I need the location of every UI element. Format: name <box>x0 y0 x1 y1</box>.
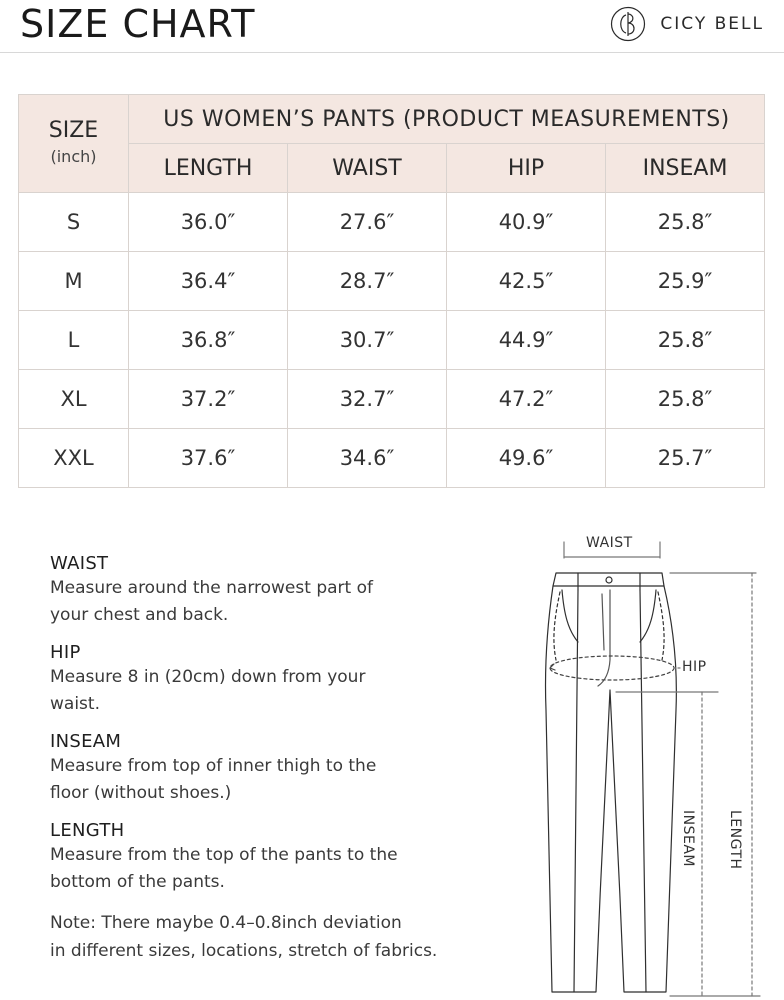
pants-illustration-icon <box>520 530 784 1000</box>
note-line: Note: There maybe 0.4–0.8inch deviation <box>50 913 402 933</box>
length-cell: 36.8″ <box>129 311 288 370</box>
hip-cell: 42.5″ <box>447 252 606 311</box>
instruction-line: Measure from top of inner thigh to the <box>50 756 377 776</box>
instruction-heading: LENGTH <box>50 820 125 841</box>
unit-label: (inch) <box>50 146 97 166</box>
size-column-header <box>19 95 129 193</box>
table-row <box>19 193 765 252</box>
diagram-inseam-label: INSEAM <box>680 810 696 867</box>
deviation-note <box>50 909 490 965</box>
size-cell: M <box>19 252 129 311</box>
table-row <box>19 252 765 311</box>
inseam-cell: 25.7″ <box>606 429 765 488</box>
instruction-line: your chest and back. <box>50 605 229 625</box>
hip-cell: 49.6″ <box>447 429 606 488</box>
waist-instruction <box>50 553 490 629</box>
length-instruction <box>50 820 490 896</box>
size-cell: L <box>19 311 129 370</box>
length-cell: 36.0″ <box>129 193 288 252</box>
note-line: in different sizes, locations, stretch of fabrics. <box>50 941 438 961</box>
instruction-line: floor (without shoes.) <box>50 783 232 803</box>
inseam-cell: 25.8″ <box>606 193 765 252</box>
instruction-line: Measure around the narrowest part of <box>50 578 373 598</box>
size-chart-table <box>18 94 765 488</box>
table-row <box>19 370 765 429</box>
pants-measurement-diagram <box>520 530 784 1000</box>
brand-name: CICY BELL <box>660 14 764 34</box>
instruction-heading: WAIST <box>50 553 109 574</box>
waist-cell: 32.7″ <box>288 370 447 429</box>
diagram-waist-label: WAIST <box>586 535 633 551</box>
waist-cell: 30.7″ <box>288 311 447 370</box>
page-title: SIZE CHART <box>20 2 256 46</box>
instruction-line: Measure 8 in (20cm) down from your <box>50 667 366 687</box>
size-cell: XL <box>19 370 129 429</box>
inseam-instruction <box>50 731 490 807</box>
instruction-line: Measure from the top of the pants to the <box>50 845 398 865</box>
length-cell: 36.4″ <box>129 252 288 311</box>
column-header-length: LENGTH <box>129 144 288 193</box>
hip-instruction <box>50 642 490 718</box>
measurement-instructions <box>50 553 490 965</box>
hip-cell: 40.9″ <box>447 193 606 252</box>
diagram-hip-label: HIP <box>682 659 707 675</box>
waist-cell: 28.7″ <box>288 252 447 311</box>
brand-logo-icon <box>610 6 646 42</box>
instruction-line: waist. <box>50 694 100 714</box>
instruction-heading: HIP <box>50 642 81 663</box>
hip-cell: 47.2″ <box>447 370 606 429</box>
inseam-cell: 25.8″ <box>606 370 765 429</box>
diagram-length-label: LENGTH <box>727 810 743 870</box>
brand <box>610 6 764 42</box>
column-header-waist: WAIST <box>288 144 447 193</box>
size-cell: S <box>19 193 129 252</box>
length-cell: 37.2″ <box>129 370 288 429</box>
inseam-cell: 25.9″ <box>606 252 765 311</box>
group-title: US WOMEN’S PANTS (PRODUCT MEASUREMENTS) <box>129 95 765 144</box>
size-label: SIZE <box>48 117 99 143</box>
size-cell: XXL <box>19 429 129 488</box>
table-row <box>19 429 765 488</box>
waist-cell: 27.6″ <box>288 193 447 252</box>
hip-cell: 44.9″ <box>447 311 606 370</box>
instruction-line: bottom of the pants. <box>50 872 225 892</box>
column-header-hip: HIP <box>447 144 606 193</box>
inseam-cell: 25.8″ <box>606 311 765 370</box>
length-cell: 37.6″ <box>129 429 288 488</box>
column-header-inseam: INSEAM <box>606 144 765 193</box>
table-row <box>19 311 765 370</box>
waist-cell: 34.6″ <box>288 429 447 488</box>
page-header <box>0 0 784 53</box>
instruction-heading: INSEAM <box>50 731 122 752</box>
